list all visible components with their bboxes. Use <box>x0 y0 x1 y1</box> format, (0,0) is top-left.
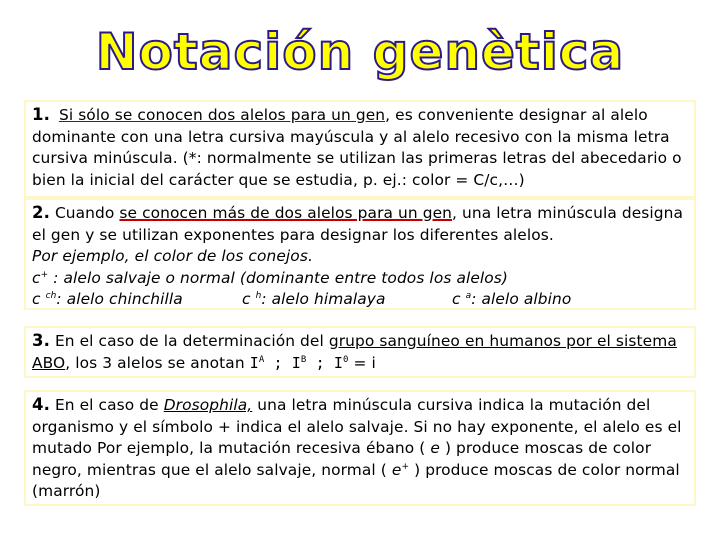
allele-albino <box>452 289 571 311</box>
rule-number: 4. <box>32 395 50 414</box>
wild-allele-line <box>32 268 688 290</box>
allele-symbol: c <box>32 290 41 308</box>
blood-allele-a: $I^A$ <box>249 353 265 372</box>
rule-text: ) produce moscas de color negro, mientras que el alelo salvaje, normal ( <box>32 439 652 479</box>
rule-number: 1. <box>32 105 50 124</box>
rule-text-pre: Cuando <box>54 204 120 222</box>
allele-superscript: a <box>465 291 472 301</box>
allele-superscript: ch <box>45 291 57 301</box>
blood-allele-o: $I^0$ <box>333 353 349 372</box>
allele-superscript: + <box>40 269 49 280</box>
allele-description: : alelo chinchilla <box>56 290 183 308</box>
allele-himalaya <box>242 289 452 311</box>
rule-number: 3. <box>32 331 50 350</box>
allele-symbol: e <box>430 439 440 457</box>
allele-symbol: c <box>32 268 41 287</box>
notation-rule-2 <box>24 198 696 310</box>
blood-allele-b: $I^B$ <box>291 353 307 372</box>
notation-rule-3 <box>24 326 696 378</box>
rule-text-pre: En el caso de <box>49 396 164 414</box>
rule-highlight: se conocen más de dos alelos para un gen <box>119 204 453 222</box>
rule-number: 2. <box>32 203 50 222</box>
allele-description: : alelo albino <box>471 290 572 308</box>
allele-superscript: + <box>401 461 410 472</box>
notation-rule-4 <box>24 390 696 506</box>
rule-highlight: Si sólo se conocen dos alelos para un gen <box>58 106 386 124</box>
page-title: Notación genètica <box>95 23 625 81</box>
allele-symbol: e <box>391 460 402 479</box>
separator: ; <box>306 353 334 372</box>
allele-description: : alelo salvaje o normal (dominante entre todos los alelos) <box>48 268 509 287</box>
allele-chinchilla <box>32 289 242 311</box>
rule-text: ) produce moscas de color normal (marrón) <box>32 460 680 500</box>
rule-text-pre: En el caso de la determinación del <box>49 332 329 350</box>
allele-list <box>32 289 688 311</box>
notation-rule-1 <box>24 100 696 198</box>
allele-symbol: c <box>242 290 251 308</box>
allele-superscript: h <box>255 291 262 301</box>
rule-highlight: Drosophila, <box>163 396 253 414</box>
rule-text: una letra minúscula cursiva indica la mutación del organismo y el símbolo + indica el alelo salvaje. Si no hay exponente, el alelo es el mutado Por ejemplo, la mutación recesiva ébano ( <box>32 396 682 457</box>
allele-description: : alelo himalaya <box>261 290 386 308</box>
rule-text: , los 3 alelos se anotan <box>65 353 250 372</box>
rule-text: , una letra minúscula designa el gen y se utilizan exponentes para designar los diferentes alelos. <box>32 204 684 244</box>
allele-symbol: c <box>452 290 461 308</box>
rule-text: , es conveniente designar al alelo dominante con una letra cursiva mayúscula y al alelo recesivo con la misma letra cursiva minúscula. (*: normalmente se utilizan las primeras letras del abecedario o bien la inicial del carácter que se estudia, p. ej.: color = C/c,…) <box>32 106 682 189</box>
blood-allele-recessive: = i <box>348 353 376 372</box>
rule-highlight: grupo sanguíneo en humanos por el sistema ABO <box>32 332 677 372</box>
separator: ; <box>264 353 292 372</box>
example-line: Por ejemplo, el color de los conejos. <box>32 247 313 265</box>
